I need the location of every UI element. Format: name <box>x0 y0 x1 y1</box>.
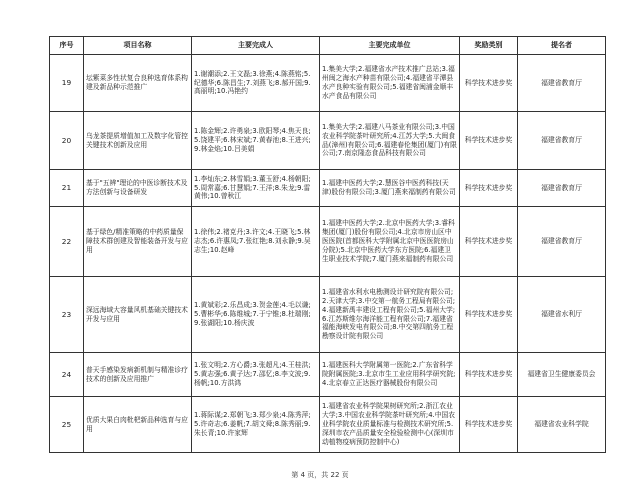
row-number: 23 <box>50 277 84 353</box>
page-footer: 第 4 页，共 22 页 <box>291 471 349 479</box>
project-name: 深远海域大容量风机基础关键技术开发与应用 <box>84 277 192 353</box>
main-people: 1.蒋际谋;2.郑朝飞;3.郑少泉;4.陈秀萍;5.许奇志;6.姜帆;7.胡文舜;8.陈秀丽;9.朱长青;10.许家辉 <box>192 397 320 453</box>
header-seq: 序号 <box>50 37 84 55</box>
row-number: 19 <box>50 55 84 112</box>
header-main-people: 主要完成人 <box>192 37 320 55</box>
table-row <box>50 277 606 353</box>
nominator: 福建省水利厅 <box>518 277 606 353</box>
main-units: 1.福建中医药大学;2.北京中医药大学;3.睿科集团(厦门)股份有限公司;4.北京市房山区中医医院(首都医科大学附属北京中医医院房山分院);5.北京中医药大学东方医院;6.福建卫生职业技术学院;7.厦门燕来福制药有限公司 <box>320 207 460 277</box>
main-units: 1.福建省水利水电勘测设计研究院有限公司;2.天津大学;3.中交第一航务工程局有限公司;4.福建新禹丰建设工程有限公司;5.福州大学;6.江苏斯维尔海洋能工程有限公司;7.福建省福能海峡发电有限公司;8.中交第四航务工程勘察设计院有限公司 <box>320 277 460 353</box>
main-people: 1.徐伟;2.褚克丹;3.许文;4.王晓飞;5.林志杰;6.许惠凤;7.张红艳;8.刘永静;9.吴志生;10.赵峰 <box>192 207 320 277</box>
main-units: 1.集美大学;2.福建八马茶业有限公司;3.中国农业科学院茶叶研究所;4.江苏大学;5.大闽食品(漳州)有限公司;6.福建春伦集团(厦门)有限公司;7.南京隆态食品科技有限公司 <box>320 112 460 170</box>
table-row <box>50 207 606 277</box>
main-units: 1.福建中医药大学;2.慧医谷中医药科技(天津)股份有限公司;3.厦门燕来福制药有限公司 <box>320 170 460 207</box>
award-type: 科学技术进步奖 <box>460 397 518 453</box>
award-type: 科学技术进步奖 <box>460 170 518 207</box>
nominator: 福建省教育厅 <box>518 112 606 170</box>
row-number: 24 <box>50 353 84 397</box>
row-number: 20 <box>50 112 84 170</box>
table-header-row <box>50 37 606 55</box>
row-number: 25 <box>50 397 84 453</box>
main-units: 1.集美大学;2.福建省水产技术推广总站;3.福州闽之海水产种苗有限公司;4.福建省平潭县水产良种实验有限公司;5.福建省闽浦金顺丰水产食品有限公司 <box>320 55 460 112</box>
row-number: 22 <box>50 207 84 277</box>
project-name: 普天手感染发病新机制与精准诊疗技术的创新及应用推广 <box>84 353 192 397</box>
award-type: 科学技术进步奖 <box>460 112 518 170</box>
main-units: 1.福建医科大学附属第一医院;2.广东省科学院附属医院;3.北京市生工业应用科学研究院;4.北京春立正达医疗器械股份有限公司 <box>320 353 460 397</box>
table-row <box>50 170 606 207</box>
project-name: 乌龙茶提质增值加工及数字化管控关键技术创新及应用 <box>84 112 192 170</box>
award-type: 科学技术进步奖 <box>460 207 518 277</box>
project-name: 坛紫菜多性状复合良种选育体系构建及新品种示范推广 <box>84 55 192 112</box>
main-people: 1.谢潮添;2.王文磊;3.徐燕;4.陈燕铭;5.纪德华;6.陈昌生;7.刘燕飞;8.郝开国;9.高丽明;10.冯艳约 <box>192 55 320 112</box>
main-people: 1.陈金辉;2.许勇泉;3.欧阳琴;4.焦天良;5.饶建平;6.林宋斌;7.黄春池;8.王进兴;9.林金焰;10.吕美娟 <box>192 112 320 170</box>
nominator: 福建省卫生健康委员会 <box>518 353 606 397</box>
award-type: 科学技术进步奖 <box>460 353 518 397</box>
awards-table <box>49 36 606 453</box>
nominator: 福建省教育厅 <box>518 55 606 112</box>
main-people: 1.黄斌彩;2.乐昌成;3.贺金莲;4.毛以谦;5.曹彬华;6.陈维城;7.于宁锥;8.杜瑞刚;9.张湖阳;10.杨庆波 <box>192 277 320 353</box>
row-number: 21 <box>50 170 84 207</box>
header-main-units: 主要完成单位 <box>320 37 460 55</box>
main-units: 1.福建省农业科学院果树研究所;2.浙江农业大学;3.中国农业科学院茶叶研究所;4.中国农业科学院农业质量标准与检测技术研究所;5.深圳市农产品质量安全检验检测中心(深圳市动植物疫病预防控制中心) <box>320 397 460 453</box>
table-row <box>50 353 606 397</box>
header-project-name: 项目名称 <box>84 37 192 55</box>
header-nominator: 提名者 <box>518 37 606 55</box>
nominator: 福建省教育厅 <box>518 207 606 277</box>
project-name: 基于绿色/精准策略的中药质量保障技术群创建及智能装备开发与应用 <box>84 207 192 277</box>
award-type: 科学技术进步奖 <box>460 277 518 353</box>
award-type: 科学技术进步奖 <box>460 55 518 112</box>
main-people: 1.张文明;2.方心爵;3.张超凡;4.王桂洪;5.黄志强;6.黄子达;7.邵忆;8.李文波;9.杨帆;10.方洪鸿 <box>192 353 320 397</box>
main-people: 1.李灿东;2.林雪娟;3.董玉舒;4.杨朝阳;5.周常嘉;6.甘慧娟;7.王洋;8.朱龙;9.雷黄伟;10.曾秋江 <box>192 170 320 207</box>
table-row <box>50 397 606 453</box>
project-name: 优质大果白肉枇杷新品种选育与应用 <box>84 397 192 453</box>
table-row <box>50 112 606 170</box>
header-award-type: 奖励类别 <box>460 37 518 55</box>
table-row <box>50 55 606 112</box>
nominator: 福建省农业科学院 <box>518 397 606 453</box>
nominator: 福建省教育厅 <box>518 170 606 207</box>
project-name: 基于"五辨"理论的中医诊断技术及方法创新与设备研发 <box>84 170 192 207</box>
